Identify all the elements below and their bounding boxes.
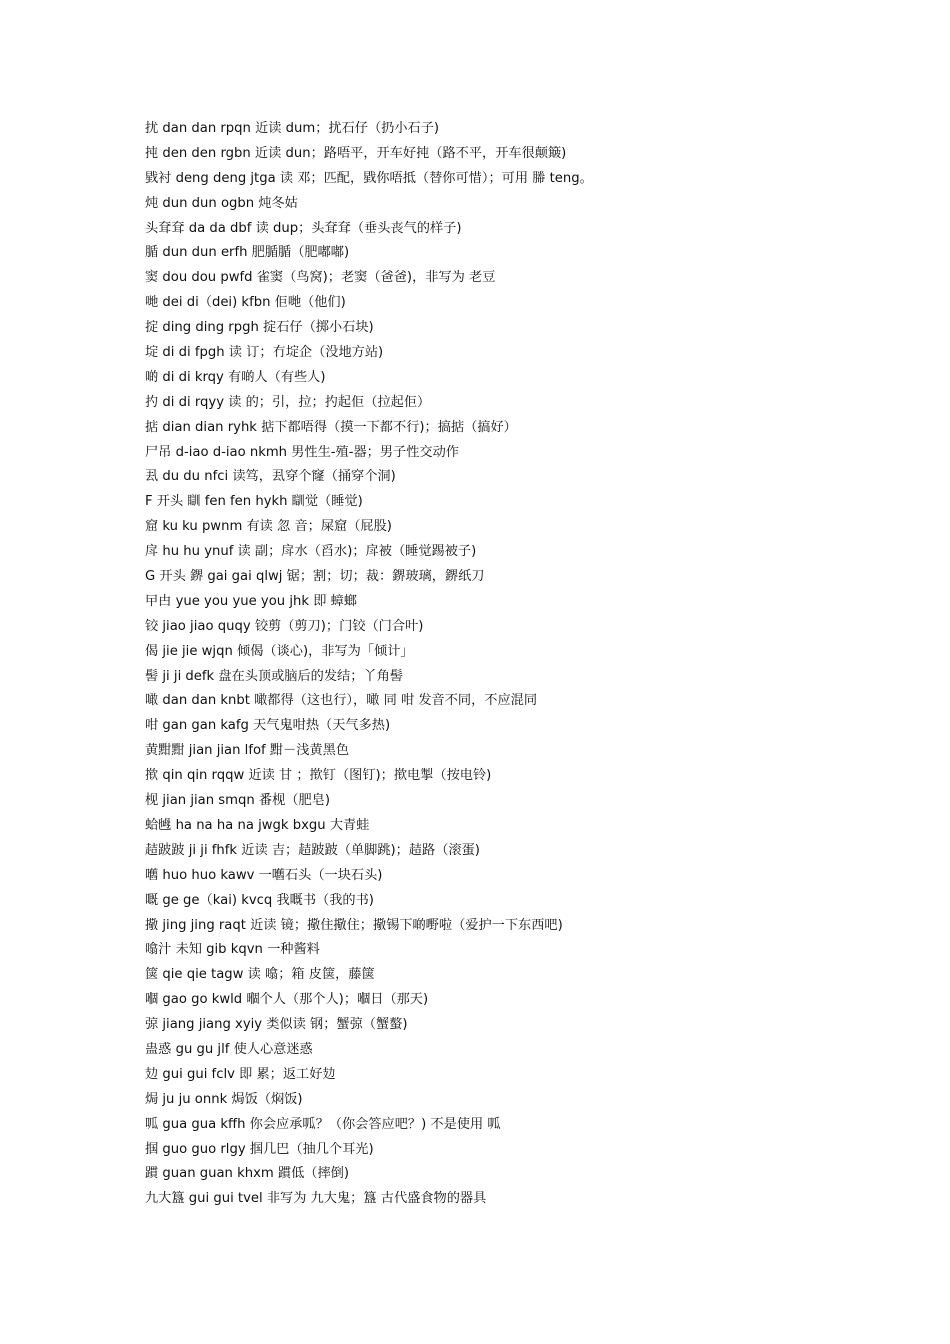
entry-line: 黄黚黚 jian jian lfof 黚－浅黄黑色: [145, 743, 350, 759]
entry-line: 窦 dou dou pwfd 雀窦（鸟窝)；老窦（爸爸)，非写为 老豆: [145, 270, 496, 286]
entry-line: 炖 dun dun ogbn 炖冬姑: [145, 195, 298, 211]
entry-line: 掂 dian dian ryhk 掂下都唔得（摸一下都不行)；搞掂（搞好）: [145, 419, 517, 435]
entry-line: 枧 jian jian smqn 番枧（肥皂): [145, 793, 331, 809]
entry-line: 尸吊 d-iao d-iao nkmh 男性生-殖-器；男子性交动作: [145, 444, 459, 460]
entry-line: 铰 jiao jiao quqy 铰剪（剪刀)；门铰（门合叶): [145, 618, 424, 634]
entry-line: 蛊惑 gu gu jlf 使人心意迷惑: [145, 1041, 313, 1057]
entry-line: 哋 dei di（dei) kfbn 佢哋（他们): [145, 295, 346, 311]
entry-line: 扚 di di rqyy 读 的；引，拉；扚起佢（拉起佢）: [145, 394, 431, 410]
entry-line: 腯 dun dun erfh 肥腯腯（肥嘟嘟): [145, 245, 350, 261]
entry-line: 九大簋 gui gui tvel 非写为 九大鬼；簋 古代盛食物的器具: [145, 1191, 487, 1207]
entry-line: 掟 ding ding rpgh 掟石仔（掷小石块): [145, 320, 374, 336]
entry-line: 揿 qin qin rqqw 近读 甘 ；揿钉（图钉)；揿电掣（按电铃): [145, 768, 492, 784]
entry-line: 扽 den den rgbn 近读 dun；路唔平，开车好扽（路不平，开车很颠簸): [145, 145, 567, 161]
entry-line: 曱甴 yue you yue you jhk 即 蟑螂: [145, 593, 357, 609]
entry-line: 扰 dan dan rpqn 近读 dum；扰石仔（扔小石子): [145, 121, 440, 136]
entry-line: 嚿 huo huo kawv 一嚿石头（一块石头): [145, 867, 383, 883]
entry-line: 头耷耷 da da dbf 读 dup；头耷耷（垂头丧气的样子): [145, 220, 462, 236]
entry-line: 窟 ku ku pwnm 有读 忽 音；屎窟（屁股): [145, 519, 392, 535]
entry-line: 趌跛跛 ji ji fhfk 近读 吉；趌跛跛（单脚跳)；趌路（滚蛋): [145, 842, 480, 858]
entry-line: 躀 guan guan khxm 躀低（摔倒): [145, 1166, 350, 1182]
entry-line: 箧 qie qie tagw 读 噏；箱 皮箧，藤箧: [145, 967, 375, 983]
entry-line: 呱 gua gua kffh 你会应承呱？（你会答应吧？) 不是使用 呱: [145, 1116, 501, 1132]
entry-line: 嘅 ge ge（kai) kvcq 我嘅书（我的书): [145, 892, 374, 908]
entry-line: 嗰 gao go kwld 嗰个人（那个人)；嗰日（那天): [145, 992, 429, 1008]
entry-line: 掴 guo guo rlgy 掴几巴（抽几个耳光): [145, 1141, 374, 1157]
section-entry-line: G 开头 鎅 gai gai qlwj 锯；割；切；裁：鎅玻璃，鎅纸刀: [145, 569, 485, 585]
entry-line: 弶 jiang jiang xyiy 类似读 钢；蟹弶（蟹螯): [145, 1017, 408, 1033]
section-entry-line: F 开头 瞓 fen fen hykh 瞓觉（睡觉): [145, 494, 363, 510]
entry-line: 啲 di di krqy 有啲人（有些人): [145, 369, 326, 385]
entry-line: 髻 ji ji defk 盘在头顶或脑后的发结；丫角髻: [145, 668, 403, 684]
entry-line: 攰 gui gui fclv 即 累；返工好攰: [145, 1066, 336, 1082]
entry-line: 焗 ju ju onnk 焗饭（焖饭): [145, 1091, 303, 1107]
entry-line: 咁 gan gan kafg 天气鬼咁热（天气多热): [145, 718, 391, 734]
entry-line: 噉 dan dan knbt 噉都得（这也行），噉 同 咁 发音不同，不应混同: [145, 693, 538, 709]
entry-line: 擏 jing jing raqt 近读 镜；擏住擏住；擏锡下啲嘢啦（爱护一下东西吧): [145, 917, 563, 933]
entry-line: 埞 di di fpgh 读 订；冇埞企（没地方站): [145, 345, 384, 361]
entry-line: 偈 jie jie wjqn 倾偈（谈心)，非写为「倾计」: [145, 643, 414, 659]
entry-list: [145, 117, 925, 1212]
entry-line: 噏汁 未知 gib kqvn 一种酱料: [145, 942, 320, 958]
entry-line: 戽 hu hu ynuf 读 副；戽水（舀水)；戽被（睡觉踢被子): [145, 544, 477, 560]
entry-line: 蛤乸 ha na ha na jwgk bxgu 大青蛙: [145, 817, 370, 833]
entry-line: 厾 du du nfci 读笃，厾穿个窿（捅穿个洞): [145, 469, 396, 485]
entry-line: 戥衬 deng deng jtga 读 邓；匹配，戥你唔抵（替你可惜）；可用 幐 teng。: [145, 170, 593, 186]
